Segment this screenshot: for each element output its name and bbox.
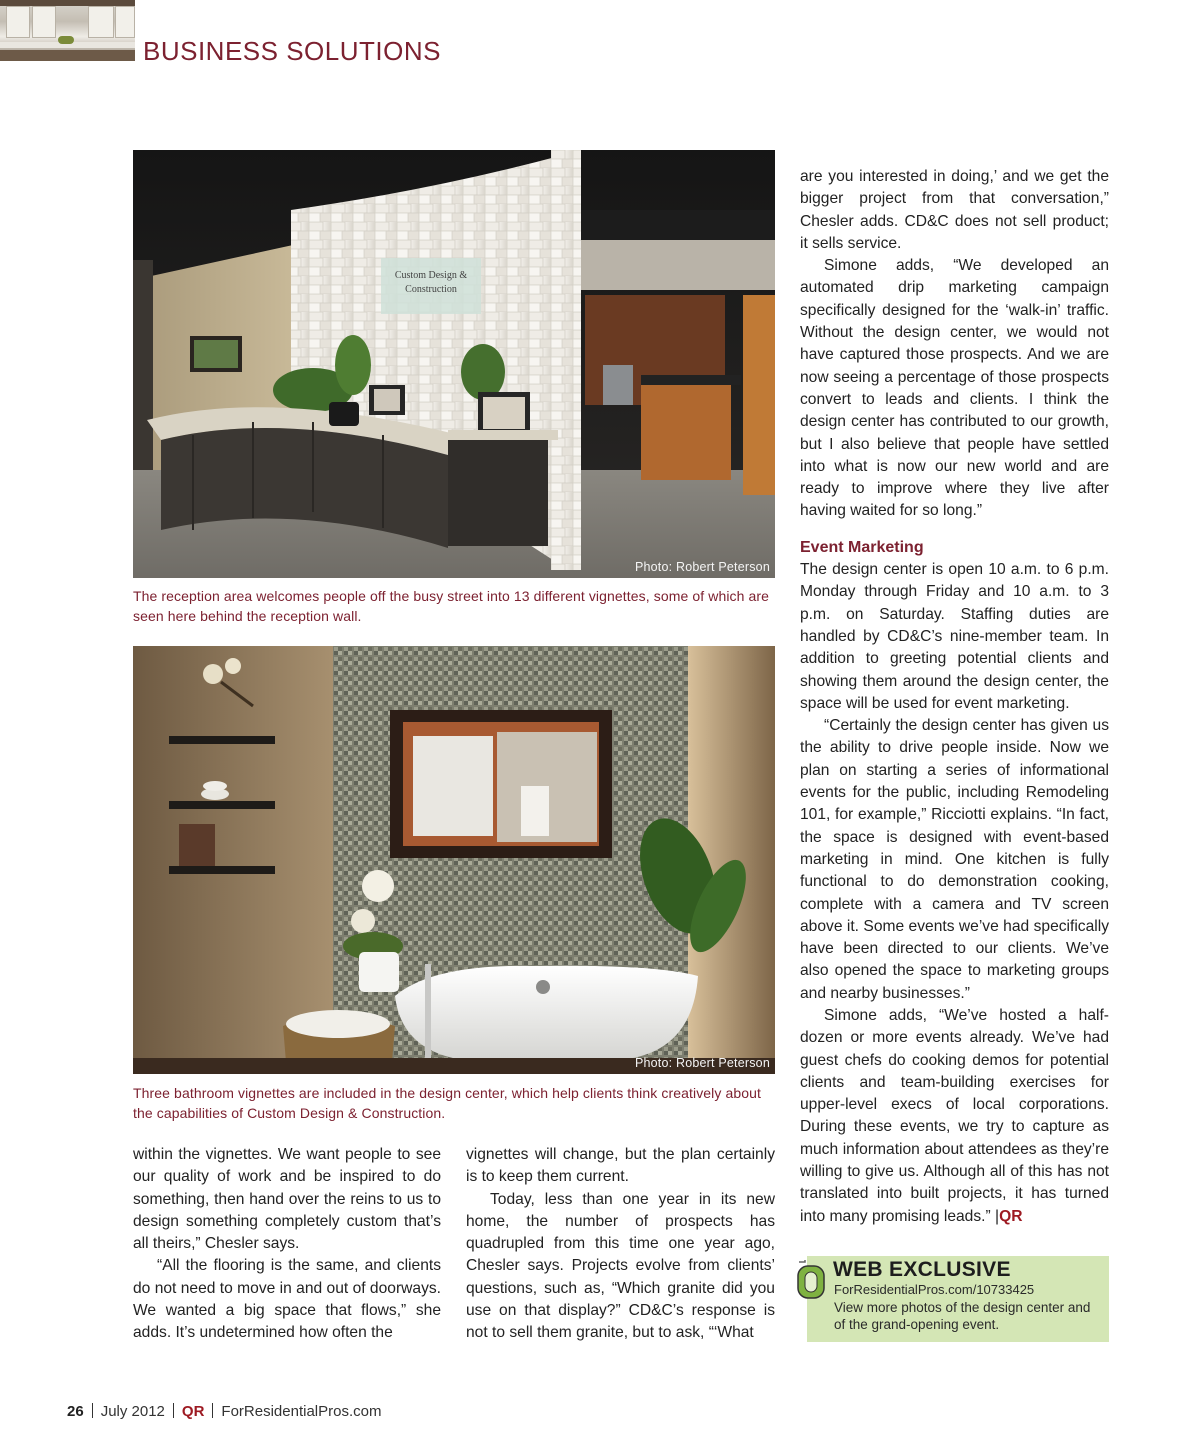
page-footer [67, 1403, 381, 1420]
paragraph: The design center is open 10 a.m. to 6 p.m. Monday through Friday and 10 a.m. to 3 p.m. on Saturday. Staffing duties are handled by CD&C’s nine-member team. In addition to greeting potential clients and showing them around the design center, the space will be used for event marketing. [800, 561, 1109, 712]
page-number: 26 [67, 1403, 84, 1420]
article-column-1 [133, 1144, 441, 1345]
end-mark: QR [999, 1207, 1023, 1225]
article-column-3 [800, 166, 1109, 1228]
paragraph: Simone adds, “We developed an automated drip marketing campaign specifically designed for the ‘walk-in’ traffic. Without the design center, we would not have captured those prospects. And we are now seeing a percentage of those prospects convert to leads and clients. I think the design center has contributed to our growth, but I also believe that people have settled into what is now our new world and are ready to improve where they live after having waited for so long.” [800, 257, 1109, 520]
web-exclusive-description: View more photos of the design center and of the grand-opening event. [834, 1300, 1091, 1332]
web-exclusive-url[interactable]: ForResidentialPros.com/10733425 [834, 1282, 1035, 1297]
paragraph: “Certainly the design center has given us the ability to drive people inside. Now we plan on starting a series of informational events for the public, including Remodeling 101, for example,” Ricciotti explains. “In fact, the space is designed with event-based marketing in mind. One kitchen is fully functional to do demonstration cooking, complete with a camera and TV screen above it. Some events we’ve had specifically have been directed to our clients. We’ve also opened the space to marketing groups and nearby businesses.” [800, 717, 1109, 1002]
paragraph: are you interested in doing,’ and we get the bigger project from that conversation,” Chesler adds. CD&C does not sell product; it sells service. [800, 168, 1109, 252]
paragraph: Simone adds, “We’ve hosted a half-dozen or more events already. We’ve had guest chefs do cooking demos for potential clients and team-building exercises for upper-level execs of local corporations. During these events, we try to capture as much information about attendees as they’re willing to give us. Although all of this has not translated into built projects, it has turned into many promising leads.” |QR [800, 1006, 1109, 1225]
photo-credit: Photo: Robert Peterson [634, 560, 770, 574]
photo-credit: Photo: Robert Peterson [634, 1056, 770, 1070]
reception-area-photo [133, 150, 775, 578]
brand-logo: QR [181, 1403, 205, 1420]
paragraph: vignettes will change, but the plan certainly is to keep them current. [466, 1146, 775, 1186]
paragraph: within the vignettes. We want people to see our quality of work and be inspired to do something, then hand over the reins to us to design something completely custom that’s all theirs,” Chesler says. [133, 1146, 441, 1253]
article-column-2 [466, 1144, 775, 1345]
subhead-event-marketing: Event Marketing [800, 538, 924, 556]
paragraph: Today, less than one year in its new home, the number of prospects has quadrupled from this time one year ago, Chesler says. Projects evolve from clients’ questions, such as, “Which granite did you use on that display?” CD&C’s response is not to sell them granite, but to ask, “‘What [466, 1190, 775, 1342]
reception-scene-illustration [133, 150, 775, 578]
section-title: BUSINESS SOLUTIONS [143, 36, 441, 66]
header-thumbnail-image [0, 0, 135, 61]
sign-text-line1: Custom Design & [394, 270, 468, 281]
web-exclusive-box [807, 1256, 1109, 1342]
paragraph: “All the flooring is the same, and clients do not need to move in and out of doorways. We wanted a big space that flows,” she adds. It’s undetermined how often the [133, 1257, 441, 1342]
site-link[interactable]: ForResidentialPros.com [221, 1403, 382, 1420]
sign-text-line2: Construction [405, 284, 457, 295]
bathroom-scene-illustration [133, 646, 775, 1074]
photo-caption: Three bathroom vignettes are included in the design center, which help clients think creatively about the capabilities of Custom Design & Construction. [133, 1085, 762, 1121]
photo-caption: The reception area welcomes people off the busy street into 13 different vignettes, some of which are seen here behind the reception wall. [133, 588, 770, 624]
mouse-icon [795, 1260, 829, 1300]
issue-date: July 2012 [100, 1403, 165, 1420]
web-exclusive-title: WEB EXCLUSIVE [833, 1258, 1011, 1281]
bathroom-vignette-photo [133, 646, 775, 1074]
paragraph-text: Simone adds, “We’ve hosted a half-dozen or more events already. We’ve had guest chefs do cooking demos for potential clients and team-building exercises for upper-level execs of local corporations. During these events, we try to capture as much information about attendees as they’re willing to give us. Although all of this has not translated into built projects, it has turned into many promising leads.” [800, 1006, 1109, 1225]
